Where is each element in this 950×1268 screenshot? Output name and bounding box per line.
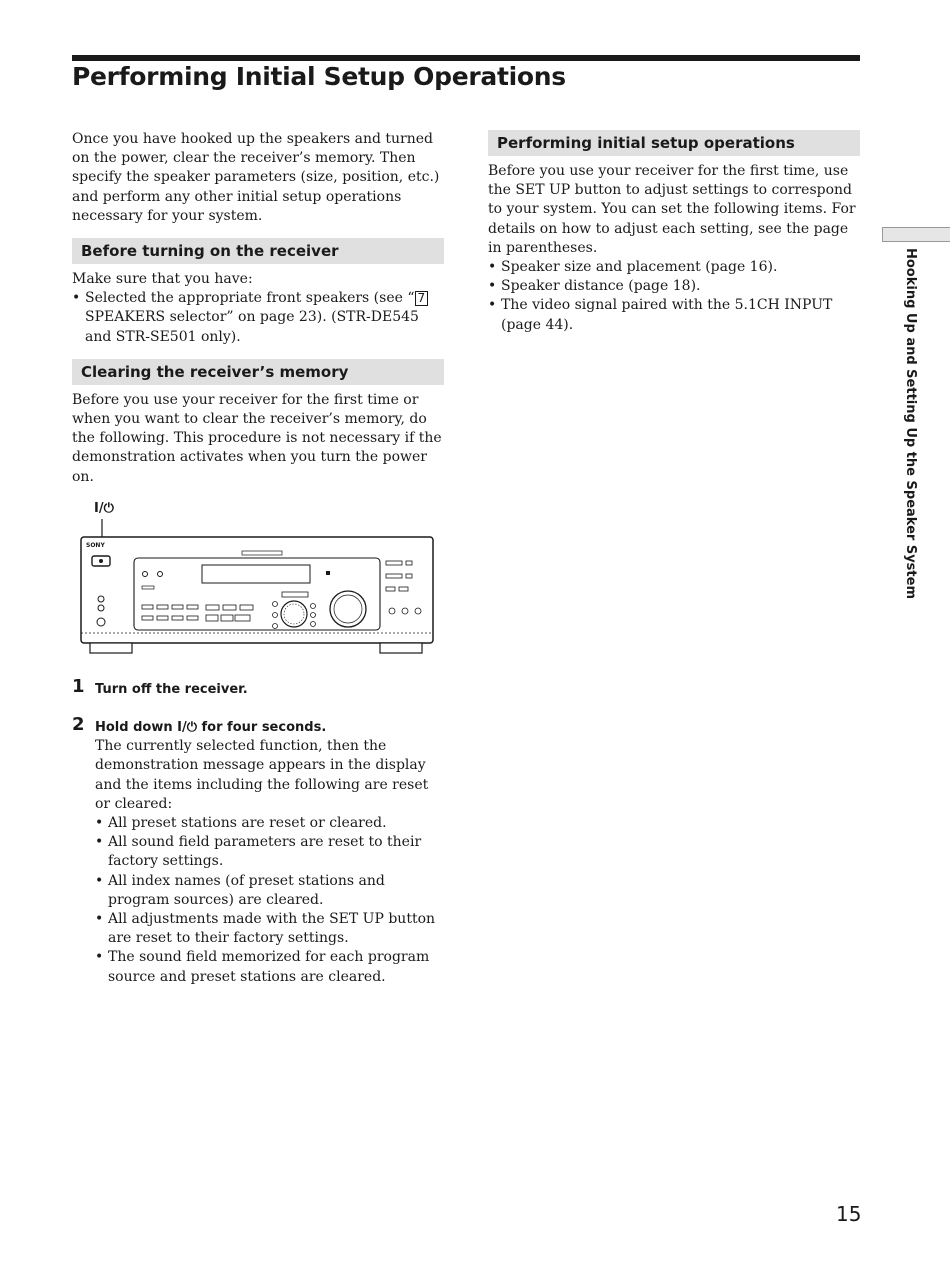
before-section bbox=[72, 238, 444, 347]
receiver-illustration bbox=[72, 501, 444, 666]
page-number: 15 bbox=[836, 1202, 862, 1226]
page-title: Performing Initial Setup Operations bbox=[72, 62, 566, 91]
power-button-label: I/⏻ bbox=[94, 500, 114, 516]
before-bullet bbox=[72, 289, 444, 347]
clearing-section bbox=[72, 359, 444, 487]
right-column bbox=[488, 130, 860, 335]
list-item: • The sound field memorized for each program source and preset stations are cleared. bbox=[95, 948, 444, 986]
before-bullet-text-a: Selected the appropriate front speakers (see “ bbox=[85, 290, 415, 307]
step-2-list bbox=[95, 814, 444, 987]
receiver-figure bbox=[72, 501, 444, 666]
brand-logo: SONY bbox=[86, 541, 105, 549]
left-column bbox=[72, 130, 444, 987]
selector-number-box: 7 bbox=[415, 291, 429, 306]
step-2 bbox=[72, 714, 444, 987]
clearing-body: Before you use your receiver for the first time or when you want to clear the receiver’s memory, do the following. This procedure is not necessary if the demonstration activates when you turn the power on. bbox=[72, 391, 442, 485]
list-item: • The video signal paired with the 5.1CH INPUT (page 44). bbox=[488, 296, 860, 334]
before-bullet-text-b: SPEAKERS selector” on page 23). (STR-DE545 and STR-SE501 only). bbox=[85, 309, 419, 345]
step-1 bbox=[72, 675, 444, 699]
before-lead: Make sure that you have: bbox=[72, 271, 253, 288]
setup-heading: Performing initial setup operations bbox=[488, 130, 860, 156]
before-list bbox=[72, 289, 444, 347]
clearing-heading: Clearing the receiver’s memory bbox=[72, 359, 444, 385]
step-2-title: Hold down I/⏻ for four seconds. bbox=[95, 720, 327, 736]
step-1-number: 1 bbox=[72, 675, 85, 697]
list-item: • Speaker distance (page 18). bbox=[488, 277, 860, 296]
list-item: • All preset stations are reset or cleared. bbox=[95, 814, 444, 833]
setup-body: Before you use your receiver for the first time, use the SET UP button to adjust settings to correspond to your system. You can set the following items. For details on how to adjust each setting, see the page in parentheses. bbox=[488, 163, 856, 256]
step-2-body: The currently selected function, then the demonstration message appears in the display and the items including the following are reset or cleared: bbox=[95, 738, 429, 812]
intro-paragraph: Once you have hooked up the speakers and turned on the power, clear the receiver’s memory. Then specify the speaker parameters (size, position, etc.) and perform any other initial setup operations necessary for your system. bbox=[72, 131, 440, 224]
chapter-tab-marker bbox=[882, 227, 950, 242]
step-1-title: Turn off the receiver. bbox=[95, 681, 248, 697]
title-rule bbox=[72, 55, 860, 61]
chapter-side-label: Hooking Up and Setting Up the Speaker System bbox=[903, 248, 918, 599]
list-item: • All index names (of preset stations and program sources) are cleared. bbox=[95, 872, 444, 910]
setup-list bbox=[488, 258, 860, 335]
list-item: • All sound field parameters are reset to their factory settings. bbox=[95, 833, 444, 871]
list-item: • Speaker size and placement (page 16). bbox=[488, 258, 860, 277]
list-item: • All adjustments made with the SET UP button are reset to their factory settings. bbox=[95, 910, 444, 948]
before-heading: Before turning on the receiver bbox=[72, 238, 444, 264]
step-2-number: 2 bbox=[72, 714, 85, 736]
